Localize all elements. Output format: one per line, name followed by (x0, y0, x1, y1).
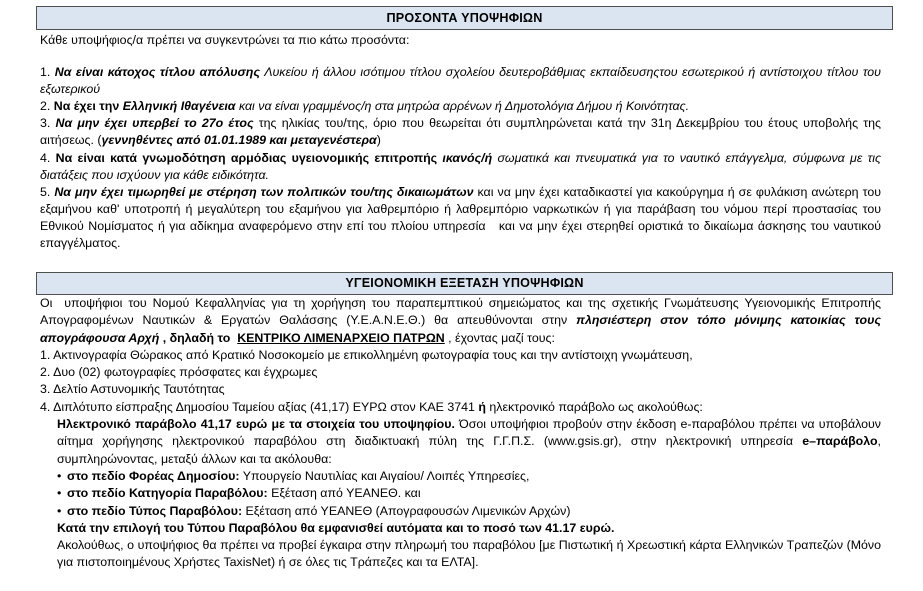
document-item-4 (40, 399, 881, 416)
bullet-icon: • (57, 468, 62, 483)
qualification-4-text: σωματικά και πνευματικά για το ναυτικό επάγγελμα, σύμφωνα με τις διατάξεις που ισχύουν για κάθε ειδικότητα. (40, 150, 885, 182)
qualification-2-emphasis: Ελληνική Ιθαγένεια (122, 99, 236, 114)
qualification-3-closing: ) (376, 133, 381, 148)
auto-amount-note-text: Κατά την επιλογή του Τύπου Παραβόλου θα εμφανισθεί αυτόματα και το ποσό των 41.17 ευρώ. (57, 520, 615, 535)
qualifications-content (36, 30, 893, 252)
medical-intro-port-authority: ΚΕΝΤΡΙΚΟ ΛΙΜΕΝΑΡΧΕΙΟ ΠΑΤΡΩΝ (237, 330, 445, 345)
qualification-3-emphasis: Να μην έχει υπερβεί το 27ο έτος (55, 116, 254, 131)
qualifications-intro-text: Κάθε υποψήφιος/α πρέπει να συγκεντρώνει τα πιο κάτω προσόντα: (40, 33, 410, 47)
document-item-3 (40, 381, 881, 398)
qualification-item-2 (40, 98, 881, 115)
qualification-item-5 (40, 184, 885, 252)
fee-field-label: στο πεδίο Τύπος Παραβόλου: (67, 503, 243, 518)
qualification-4-bold: Να είναι κατά γνωμοδότηση αρμόδιας υγειονομικής επιτροπής (55, 150, 443, 165)
medical-intro-connector: , δηλαδή το (159, 330, 238, 345)
document-4-text: Διπλότυπο είσπραξης Δημοσίου Ταμείου αξίας (41,17) ΕΥΡΩ στον ΚΑΕ 3741 (53, 399, 479, 414)
fee-field-item (57, 485, 881, 502)
medical-intro-authority: πλησιέστερη στον τόπο μόνιμης κατοικίας τους απογράφουσα Αρχή (40, 313, 885, 345)
document-3-text: Δελτίο Αστυνομικής Ταυτότητας (53, 382, 225, 397)
qualifications-intro (40, 32, 881, 49)
e-fee-block (57, 416, 885, 572)
qualification-4-emphasis: ικανός/ή (442, 150, 493, 165)
bullet-icon: • (57, 503, 62, 518)
qualification-5-number: 5. (40, 184, 55, 199)
document-1-text: Ακτινογραφία Θώρακος από Κρατικό Νοσοκομείο με επικολλημένη φωτογραφία τους και την αντίστοιχη γνωμάτευση, (53, 347, 693, 362)
qualification-5-text: και να μην έχει καταδικαστεί για κακούργημα ή σε φυλάκιση ανώτερη του εξαμήνου καθ' υποτροπή ή μεγαλύτερη του εξαμήνου για λαθρεμπόριο ή λαθρεμπόριο ναρκωτικών ή για παράβαση του νόμου περί προστασίας του Εθνικού Νομίσματος ή για αδίκημα αναφερόμενο στην επί του πλοίου υπηρεσία και να μην έχει στερηθεί οριστικά το δικαίωμα άσκησης του ναυτικού επαγγέλματος. (40, 184, 885, 251)
fee-field-item (57, 468, 881, 485)
document-item-2 (40, 364, 881, 381)
qualification-1-number: 1. (40, 65, 55, 80)
qualification-5-emphasis: Να μην έχει τιμωρηθεί με στέρηση των πολιτικών του/της δικαιωμάτων (54, 184, 474, 199)
medical-intro-text: Οι υποψήφιοι του Νομού Κεφαλληνίας για τη χορήγηση του παραπεμπτικού σημειώματος και της σχετικής Γνωμάτευσης Υγειονομικής Επιτροπής Απογραφομένων Ναυτικών & Εργατών Θαλάσσης (Υ.Ε.Α.Ν.Ε.Θ.) θα απευθύνονται στην (40, 296, 884, 328)
document-2-number: 2. (40, 365, 54, 380)
payment-note-text: Ακολούθως, ο υποψήφιος θα πρέπει να προβεί έγκαιρα στην πληρωμή του παραβόλου [με Πιστωτική ή Χρεωστική κάρτα Ελληνικών Τραπεζών (Μόνο για πιστοποιημένους Χρήστες TaxisNet) ή σε όλες τις Τράπεζες και τα ΕΛΤΑ]. (57, 538, 885, 570)
document-2-text: Δυο (02) φωτογραφίες πρόσφατες και έγχρωμες (53, 365, 318, 380)
qualifications-header (36, 6, 893, 30)
qualification-2-number: 2. (40, 99, 54, 114)
medical-intro-closing: , έχοντας μαζί τους: (444, 330, 555, 345)
qualification-4-number: 4. (40, 150, 56, 165)
document-4-text-end: ηλεκτρονικό παράβολο ως ακολούθως: (485, 399, 703, 414)
payment-note (57, 537, 885, 572)
qualification-item-4 (40, 150, 885, 184)
fee-field-label: στο πεδίο Φορέας Δημοσίου: (67, 468, 240, 483)
medical-exam-section (36, 272, 893, 572)
fee-field-value: Εξέταση από ΥΕΑΝΕΘ (Απογραφουσών Λιμενικών Αρχών) (242, 503, 571, 518)
qualification-3-number: 3. (40, 116, 56, 131)
fee-field-item (57, 503, 881, 520)
qualification-item-1 (40, 64, 885, 98)
document-4-number: 4. (40, 399, 54, 414)
qualification-3-text: της ηλικίας του/της, όριο που θεωρείται ότι συμπληρώνεται κατά την 31η Δεκεμβρίου του έτους υποβολής της αιτήσεως. ( (40, 116, 885, 148)
document-4-or: ή (478, 399, 486, 414)
e-fee-text-end: , συμπληρώνοντας, μεταξύ άλλων και τα ακόλουθα: (57, 434, 885, 466)
qualification-2-bold: Να έχει την (53, 99, 123, 114)
qualification-3-birthdate-note: γεννηθέντες από 01.01.1989 και μεταγενέστερα (101, 133, 377, 148)
document-item-1 (40, 347, 881, 364)
medical-exam-content (36, 295, 893, 572)
document-3-number: 3. (40, 382, 54, 397)
e-fee-service-name: e–παράβολο (802, 434, 878, 449)
medical-exam-title: ΥΓΕΙΟΝΟΜΙΚΗ ΕΞΕΤΑΣΗ ΥΠΟΨΗΦΙΩΝ (345, 276, 584, 290)
medical-exam-header (36, 272, 893, 295)
document-1-number: 1. (40, 347, 54, 362)
qualification-1-emphasis: Να είναι κάτοχος τίτλου απόλυσης (54, 65, 260, 80)
e-fee-paragraph (57, 416, 885, 468)
qualification-1-text: Λυκείου ή άλλου ισότιμου τίτλου σχολείου δευτεροβάθμιας εκπαίδευσηςτου εσωτερικού ή αντίστοιχου τίτλου του εξωτερικού (40, 65, 885, 97)
qualification-2-text: και να είναι γραμμένος/η στα μητρώα αρρένων ή Δημοτολόγια Δήμου ή Κοινότητας. (235, 99, 690, 114)
medical-exam-intro (40, 295, 885, 347)
fee-field-label: στο πεδίο Κατηγορία Παραβόλου: (67, 486, 268, 501)
e-fee-text: Όσοι υποψήφιοι προβούν στην έκδοση e-παραβόλου πρέπει να υποβάλουν αίτημα χορήγησης ηλεκτρονικού παραβόλου στη διαδικτυακή πύλη της Γ.Γ.Π.Σ. (www.gsis.gr), στην ηλεκτρονική υπηρεσία (57, 417, 885, 449)
fee-field-value: Εξέταση από ΥΕΑΝΕΘ. και (267, 486, 421, 501)
fee-field-value: Υπουργείο Ναυτιλίας και Αιγαίου/ Λοιπές Υπηρεσίες, (239, 468, 530, 483)
spacer (40, 49, 881, 64)
bullet-icon: • (57, 486, 62, 501)
qualification-item-3 (40, 115, 885, 149)
e-fee-heading: Ηλεκτρονικό παράβολο 41,17 ευρώ με τα στοιχεία του υποψηφίου. (57, 417, 455, 432)
qualifications-section (36, 6, 893, 252)
qualifications-title: ΠΡΟΣΟΝΤΑ ΥΠΟΨΗΦΙΩΝ (386, 11, 543, 25)
auto-amount-note (57, 520, 881, 537)
